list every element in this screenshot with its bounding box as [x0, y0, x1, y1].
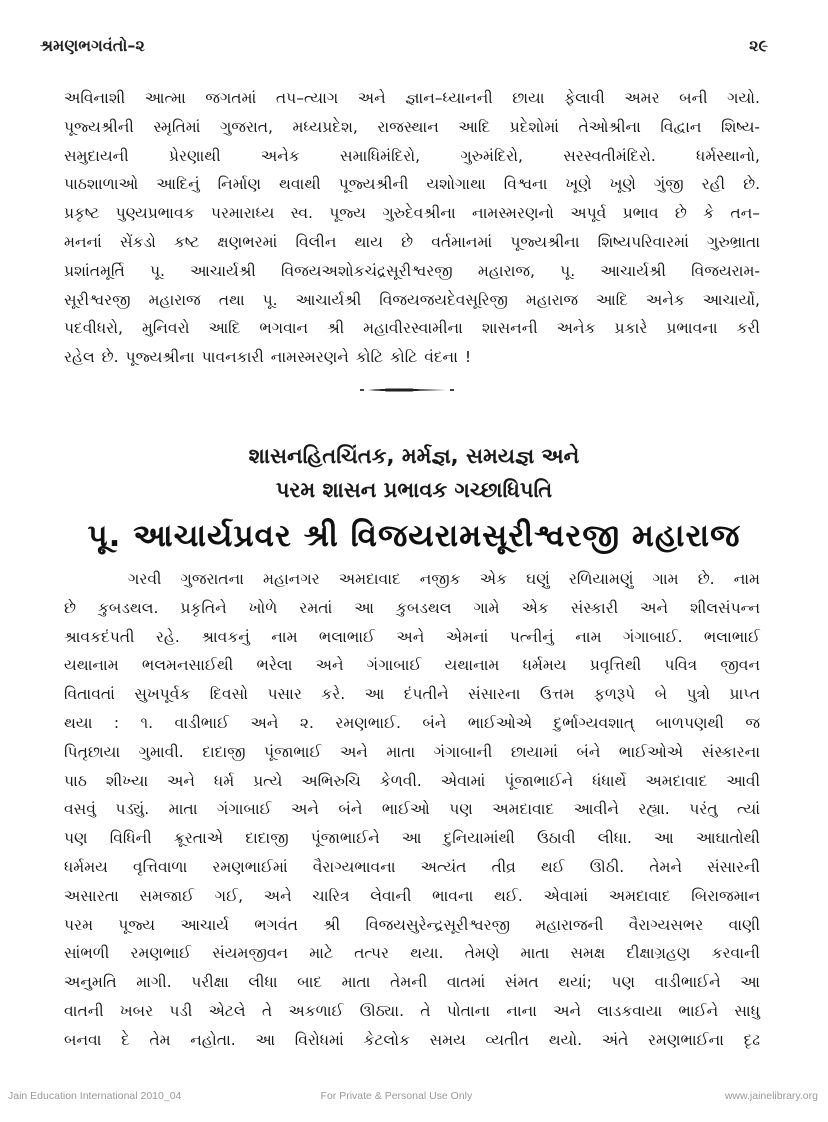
- text-line: વાતની ખબર પડી એટલે તે અકળાઈ ઊઠ્યા. તે પોતાના નાના અને લાડકવાયા ભાઈને સાધુ: [64, 1001, 760, 1020]
- running-head: [40, 34, 768, 58]
- text-line: સમુદાયની પ્રેરણાથી અનેક સમાધિમંદિરો, ગુરુમંદિરો, સરસ્વતીમંદિરો. ધર્મસ્થાનો,: [64, 146, 760, 165]
- paragraph-tribute: [64, 84, 760, 372]
- text-line: સાંભળી રમણભાઈ સંયમજીવન માટે તત્પર થયા. તેમણે માતા સમક્ષ દીક્ષાગ્રહણ કરવાની: [64, 944, 760, 963]
- section-subtitle-1: શાસનહિતચિંતક, મર્મજ્ઞ, સમયજ્ઞ અને: [248, 444, 580, 468]
- paragraph-biography: [64, 565, 760, 1055]
- text-line: બનવા દે તેમ નહોતા. આ વિરોધમાં કેટલોક સમય વ્યતીત થયો. અંતે રમણભાઈના દૃઢ: [64, 1030, 760, 1049]
- text-line: યથાનામ ભલમનસાઈથી ભરેલા અને ગંગાબાઈ યથાનામ ધર્મમય પ્રવૃત્તિથી પવિત્ર જીવન: [64, 656, 760, 675]
- text-line: શ્રાવકદંપતી રહે. શ્રાવકનું નામ ભલાભાઈ અને એમનાં પત્નીનું નામ ગંગાબાઈ. ભલાભાઈ: [64, 627, 760, 646]
- footer-usage-note: For Private & Personal Use Only: [320, 1090, 473, 1102]
- running-head-title: શ્રમણભગવંતો–૨: [40, 36, 145, 55]
- text-line: પણ વિધિની ક્રૂરતાએ દાદાજી પૂંજાભાઈને આ દુનિયામાંથી ઉઠાવી લીધા. આ આઘાતોથી: [64, 829, 760, 848]
- text-line: છે કુબડથલ. પ્રકૃતિને ખોળે રમતાં આ કુબડથલ ગામે એક સંસ્કારી અને શીલસંપન્ન: [64, 598, 760, 617]
- text-line: પિતૃછાયા ગુમાવી. દાદાજી પૂંજાભાઈ અને માતા ગંગાબાની છાયામાં બંને ભાઈઓએ સંસ્કારના: [64, 742, 760, 761]
- text-line: મનનાં સેંકડો કષ્ટ ક્ષણભરમાં વિલીન થાય છે વર્તમાનમાં પૂજ્યશ્રીના શિષ્યપરિવારમાં ગુરુભ્રાતા: [64, 232, 760, 251]
- text-line: પદવીધરો, મુનિવરો આદિ ભગવાન શ્રી મહાવીરસ્વામીના શાસનની અનેક પ્રકારે પ્રભાવના કરી: [64, 319, 760, 338]
- footer-website-link[interactable]: www.jainelibrary.org: [724, 1090, 818, 1102]
- ornament-dot: [450, 389, 454, 391]
- text-line: પાઠશાળાઓ આદિનું નિર્માણ થવાથી પૂજ્યશ્રીની યશોગાથા વિશ્વના ખૂણે ખૂણે ગુંજી રહી છે.: [64, 175, 760, 194]
- text-line: પ્રશાંતમૂર્તિ પૂ. આચાર્યશ્રી વિજયઅશોકચંદ્રસૂરીશ્વરજી મહારાજ, પૂ. આચાર્યશ્રી વિજયરામ-: [64, 261, 760, 280]
- text-line: વસવું પડ્યું. માતા ગંગાબાઈ અને બંને ભાઈઓ પણ અમદાવાદ આવીને રહ્યા. પરંતુ ત્યાં: [64, 800, 760, 819]
- text-line: પ્રકૃષ્ટ પુણ્યપ્રભાવક પરમારાધ્ય સ્વ. પૂજ્ય ગુરુદેવશ્રીના નામસ્મરણનો અપૂર્વ પ્રભાવ છે કે તન–: [64, 204, 760, 223]
- text-line: પૂજ્યશ્રીની સ્મૃતિમાં ગુજરાત, મધ્યપ્રદેશ, રાજસ્થાન આદિ પ્રદેશોમાં તેઓશ્રીના વિદ્વાન શિષ્ય-: [64, 117, 760, 136]
- text-line: ગરવી ગુજરાતના મહાનગર અમદાવાદ નજીક એક ઘણું રળિયામણું ગામ છે. નામ: [128, 570, 760, 588]
- text-line: અનુમતિ માગી. પરીક્ષા લીધા બાદ માતા તેમની વાતમાં સંમત થયાં; પણ વાડીભાઈને આ: [64, 973, 760, 992]
- text-line: થયા : ૧. વાડીભાઈ અને ૨. રમણભાઈ. બંને ભાઈઓએ દુર્ભાગ્યવશાત્ બાળપણથી જ: [64, 713, 760, 732]
- footer-publisher: Jain Education International 2010_04: [8, 1090, 182, 1102]
- section-subtitle-2: પરમ શાસન પ્રભાવક ગચ્છાધિપતિ: [275, 478, 553, 502]
- section-heading: પૂ. આચાર્યપ્રવર શ્રી વિજયરામસૂરીશ્વરજી મહારાજ: [87, 518, 741, 554]
- text-line: રહેલ છે. પૂજ્યશ્રીના પાવનકારી નામસ્મરણને કોટિ કોટિ વંદના !: [64, 348, 472, 367]
- separator-ornament-icon: [360, 384, 470, 396]
- page-footer: [8, 1090, 818, 1106]
- text-line: અવિનાશી આત્મા જગતમાં તપ–ત્યાગ અને જ્ઞાન–ધ્યાનની છાયા ફેલાવી અમર બની ગયો.: [64, 89, 760, 107]
- ornament-dot: [360, 389, 364, 391]
- text-line: પરમ પૂજ્ય આચાર્ય ભગવંત શ્રી વિજયસુરેન્દ્રસૂરીશ્વરજી મહારાજની વૈરાગ્યસભર વાણી: [64, 915, 760, 934]
- text-line: સૂરીશ્વરજી મહારાજ તથા પૂ. આચાર્યશ્રી વિજયજયદેવસૂરિજી મહારાજ આદિ અનેક આચાર્યો,: [64, 290, 760, 309]
- page-number: ૨૯: [749, 36, 768, 55]
- text-line: વિતાવતાં સુખપૂર્વક દિવસો પસાર કરે. આ દંપતીને સંસારના ઉત્તમ ફળરૂપે બે પુત્રો પ્રાપ્ત: [64, 685, 760, 704]
- ornament-flourish: [368, 386, 446, 394]
- text-line: અસારતા સમજાઈ ગઈ, અને ચારિત્ર લેવાની ભાવના થઈ. એવામાં અમદાવાદ બિરાજમાન: [64, 886, 760, 905]
- text-line: પાઠ શીખ્યા અને ધર્મ પ્રત્યે અભિરુચિ કેળવી. એવામાં પૂંજાભાઈને ધંધાર્થે અમદાવાદ આવી: [64, 771, 760, 790]
- text-line: ધર્મમય વૃત્તિવાળા રમણભાઈમાં વૈરાગ્યભાવના અત્યંત તીવ્ર થઈ ઊઠી. તેમને સંસારની: [64, 857, 760, 876]
